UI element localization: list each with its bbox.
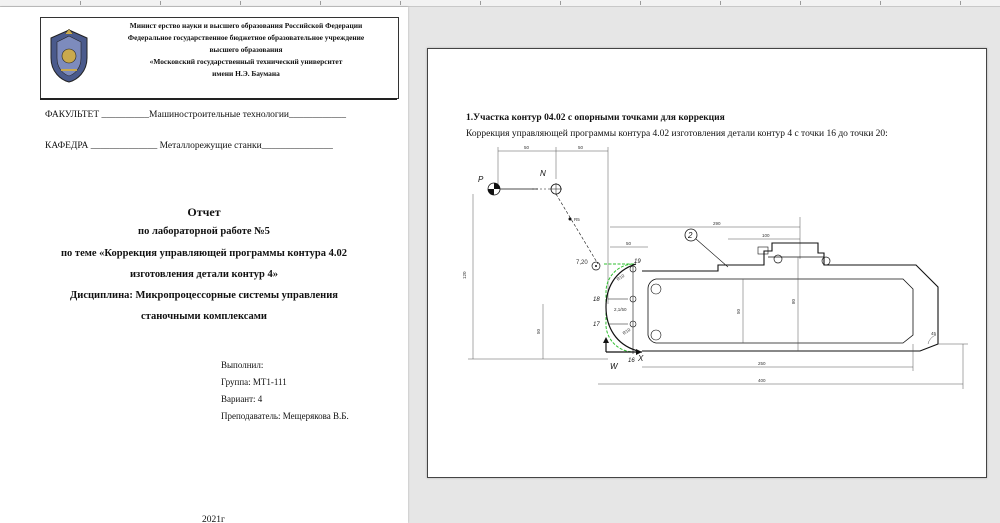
year: 2021г bbox=[202, 515, 225, 523]
svg-text:50: 50 bbox=[524, 145, 530, 150]
contour-drawing bbox=[428, 139, 987, 478]
svg-text:7,20: 7,20 bbox=[576, 260, 588, 266]
department-line: КАФЕДРА ______________ Металлорежущие станки_______________ bbox=[45, 141, 333, 151]
university-crest-icon bbox=[47, 28, 91, 84]
report-line: по теме «Коррекция управляющей программы контура 4.02 bbox=[61, 248, 347, 259]
svg-text:50: 50 bbox=[578, 145, 584, 150]
svg-text:250: 250 bbox=[758, 361, 766, 366]
teacher: Преподаватель: Мещерякова В.Б. bbox=[221, 411, 349, 421]
report-line: по лабораторной работе №5 bbox=[138, 226, 270, 237]
group: Группа: МТ1-111 bbox=[221, 377, 287, 387]
section-title: 1.Участка контур 04.02 с опорными точками для коррекция bbox=[466, 113, 725, 123]
label-17: 17 bbox=[593, 322, 600, 328]
svg-text:2,1/50: 2,1/50 bbox=[614, 307, 627, 312]
header-line: Минист ерство науки и высшего образования Российской Федерации bbox=[129, 21, 363, 30]
header-text bbox=[97, 20, 395, 80]
svg-text:120: 120 bbox=[462, 271, 467, 279]
ruler bbox=[0, 0, 1000, 7]
svg-text:50: 50 bbox=[626, 241, 632, 246]
header-line: высшего образования bbox=[209, 45, 283, 54]
header-line: имени Н.Э. Баумана bbox=[212, 69, 280, 78]
part-outline bbox=[642, 243, 938, 351]
svg-text:R10: R10 bbox=[621, 326, 632, 336]
label-w: W bbox=[610, 362, 618, 371]
header-divider bbox=[40, 98, 397, 100]
svg-text:400: 400 bbox=[758, 378, 766, 383]
content-page bbox=[427, 48, 987, 478]
label-p: P bbox=[478, 175, 484, 184]
label-16: 16 bbox=[628, 358, 635, 364]
report-title: Отчет bbox=[187, 205, 221, 219]
header-line: Федеральное государственное бюджетное образовательное учреждение bbox=[127, 33, 365, 42]
report-line: изготовления детали контур 4» bbox=[130, 269, 278, 280]
label-2: 2 bbox=[688, 231, 693, 240]
variant: Вариант: 4 bbox=[221, 394, 263, 404]
label-18: 18 bbox=[593, 297, 600, 303]
faculty-line: ФАКУЛЬТЕТ __________Машиностроительные технологии____________ bbox=[45, 110, 346, 120]
svg-text:45: 45 bbox=[931, 331, 937, 336]
svg-text:290: 290 bbox=[713, 221, 721, 226]
label-x: X bbox=[638, 354, 644, 363]
point-p bbox=[488, 183, 500, 195]
label-19: 19 bbox=[634, 259, 641, 265]
svg-text:R5: R5 bbox=[574, 217, 580, 222]
report-line: Дисциплина: Микропроцессорные системы управления bbox=[70, 290, 338, 301]
svg-text:R10: R10 bbox=[615, 272, 626, 282]
header-line: «Московский государственный технический университет bbox=[149, 57, 343, 66]
section-text: Коррекция управляющей программы контура 4.02 изготовления детали контур 4 с точки 16 до точки 20: bbox=[466, 129, 888, 139]
done-by: Выполнил: bbox=[221, 360, 264, 370]
report-line: станочными комплексами bbox=[141, 311, 267, 322]
title-page bbox=[0, 7, 408, 523]
label-n: N bbox=[540, 169, 546, 178]
svg-text:80: 80 bbox=[791, 298, 796, 304]
university-header bbox=[40, 17, 399, 99]
svg-text:100: 100 bbox=[762, 233, 770, 238]
svg-text:50: 50 bbox=[536, 328, 541, 334]
svg-text:50: 50 bbox=[736, 308, 741, 314]
